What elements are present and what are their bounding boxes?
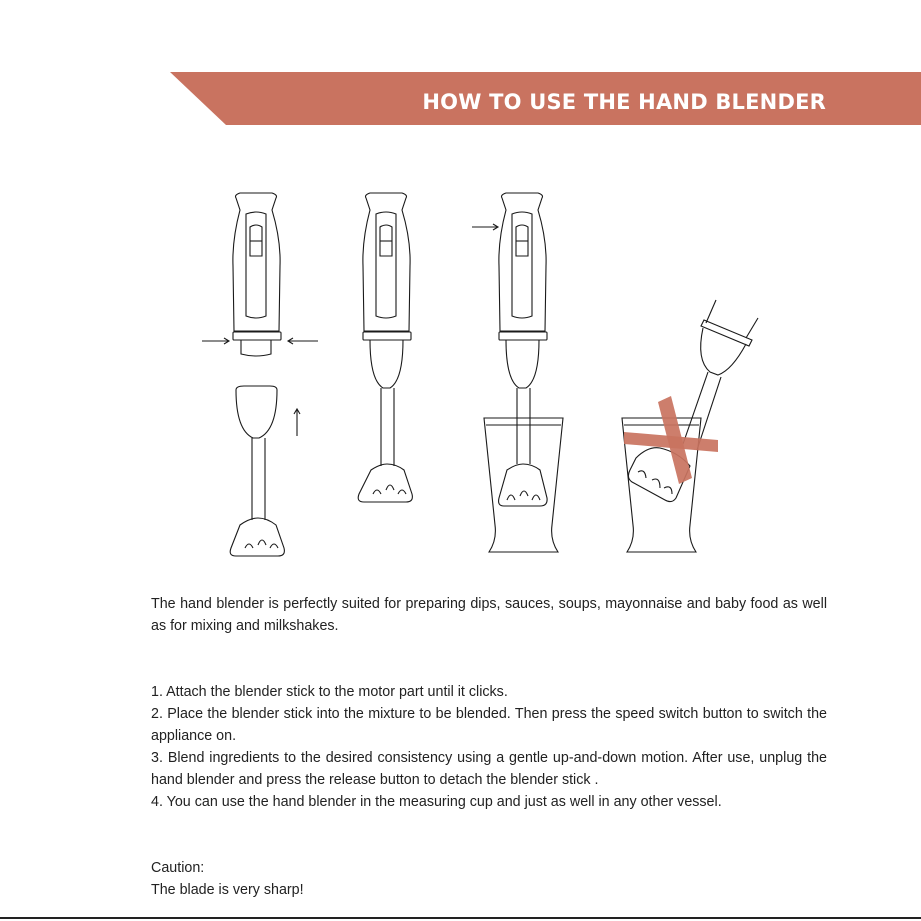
- instructions-text: [151, 593, 827, 901]
- figure-assembled: [358, 193, 412, 502]
- step-4: 4. You can use the hand blender in the measuring cup and just as well in any other vessel.: [151, 794, 722, 810]
- warning-cross-icon: [624, 396, 718, 484]
- figure-in-cup: [472, 193, 563, 552]
- footer-divider: [0, 917, 921, 919]
- step-2: 2. Place the blender stick into the mixture to be blended. Then press the speed switch button to switch the appliance on.: [151, 706, 827, 744]
- usage-illustration: [0, 180, 921, 570]
- step-3: 3. Blend ingredients to the desired consistency using a gentle up-and-down motion. After use, unplug the hand blender and press the release button to detach the blender stick .: [151, 750, 827, 788]
- caution-label: Caution:: [151, 860, 205, 876]
- step-1: 1. Attach the blender stick to the motor part until it clicks.: [151, 684, 508, 700]
- figure-attach-stick: [202, 193, 318, 556]
- caution-text: The blade is very sharp!: [151, 882, 304, 898]
- figure-wrong-use: [622, 300, 758, 552]
- intro-paragraph: The hand blender is perfectly suited for preparing dips, sauces, soups, mayonnaise and baby food as well as for mixing and milkshakes.: [151, 596, 827, 634]
- page-title: HOW TO USE THE HAND BLENDER: [422, 90, 826, 114]
